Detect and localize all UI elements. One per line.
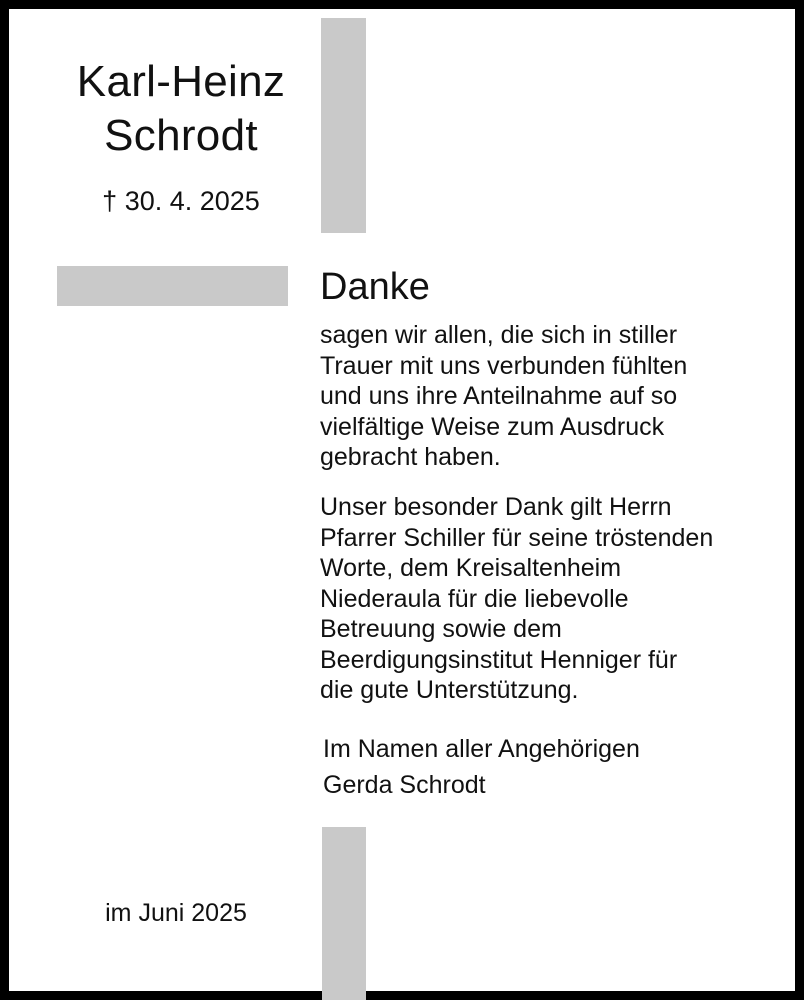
name-line-1: Karl-Heinz [76,57,286,106]
special-thanks-paragraph [320,492,780,706]
paragraph-line: und uns ihre Anteilnahme auf so [320,382,678,410]
paragraph-line: Betreuung sowie dem [320,615,562,643]
signature-line-1: Im Namen aller Angehörigen [323,735,640,763]
thanks-heading: Danke [320,266,430,308]
paragraph-line: vielfältige Weise zum Ausdruck [320,412,665,441]
cross-top-bar [321,18,366,233]
paragraph-line: Beerdigungsinstitut Henniger für [320,645,678,674]
name-line-2: Schrodt [104,111,258,160]
paragraph-line: Trauer mit uns verbunden fühlten [320,351,688,380]
paragraph-line: Pfarrer Schiller für seine tröstenden [320,523,714,552]
paragraph-line: die gute Unterstützung. [320,676,579,704]
publication-date: im Juni 2025 [105,899,247,927]
cross-left-bar [57,266,288,306]
signature-name: Gerda Schrodt [323,771,486,799]
death-date: † 30. 4. 2025 [102,186,260,216]
paragraph-line: Unser besonder Dank gilt Herrn [320,493,672,521]
paragraph-line: Niederaula für die liebevolle [320,584,629,613]
paragraph-line: Worte, dem Kreisaltenheim [320,554,622,582]
cross-bottom-bar [322,827,366,1000]
paragraph-line: gebracht haben. [320,443,501,471]
deceased-name [49,55,313,163]
paragraph-line: sagen wir allen, die sich in stiller [320,321,678,349]
signature-block [323,731,640,803]
thanks-paragraph [320,320,780,473]
